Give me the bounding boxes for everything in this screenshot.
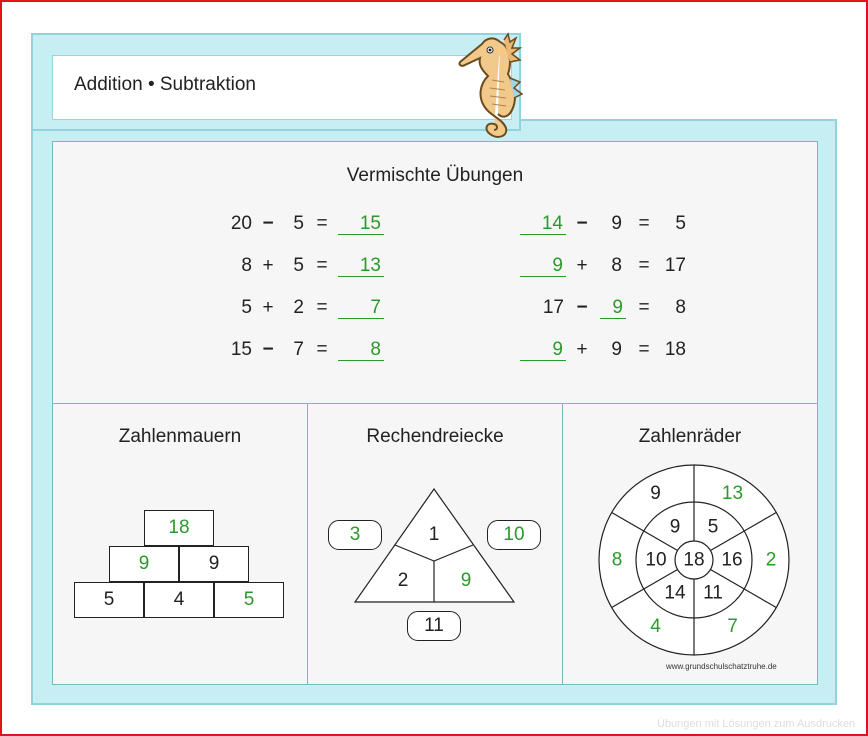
right-result: 5: [675, 213, 686, 234]
left-answer: 13: [338, 255, 384, 277]
left-operand-b: 5: [293, 213, 304, 234]
right-answer: 14: [520, 213, 566, 235]
right-equals: =: [638, 297, 650, 318]
right-result: 18: [664, 339, 686, 360]
wall-heading: Zahlenmauern: [118, 426, 242, 447]
left-operand-a: 5: [241, 297, 252, 318]
left-operand-b: 7: [293, 339, 304, 360]
left-operand-b: 2: [293, 297, 304, 318]
left-answer: 8: [338, 339, 384, 361]
wheel-inner-number: 11: [703, 582, 723, 604]
wheel-center-number: 18: [683, 549, 705, 571]
right-operator: +: [576, 255, 588, 276]
left-operator: +: [262, 297, 274, 318]
wheel-outer-number: 9: [650, 482, 661, 504]
wheel-inner-number: 14: [664, 582, 686, 604]
left-operand-a: 15: [230, 339, 252, 360]
triangle-inner-right: 9: [460, 570, 472, 591]
right-operator: −: [576, 297, 588, 318]
right-result: 8: [675, 297, 686, 318]
wall-brick-bottom-center: 4: [144, 582, 214, 618]
triangle-outer-right: 10: [487, 520, 541, 550]
wall-brick-top: 18: [144, 510, 214, 546]
left-operand-a: 20: [230, 213, 252, 234]
wheel-outer-number: 8: [611, 549, 623, 571]
wheel-inner-number: 5: [707, 516, 719, 538]
page-title: Addition • Subtraktion: [74, 74, 256, 95]
right-result: 17: [664, 255, 686, 276]
left-operator: −: [262, 339, 274, 360]
right-equals: =: [638, 339, 650, 360]
triangle-outer-left: 3: [328, 520, 382, 550]
triangle-outer-bottom: 11: [407, 611, 461, 641]
triangle-inner-top: 1: [428, 524, 440, 545]
left-equals: =: [316, 339, 328, 360]
number-wheel: [597, 463, 791, 657]
wheel-heading: Zahlenräder: [638, 426, 742, 447]
wheel-inner-number: 10: [645, 549, 667, 571]
wheel-outer-number: 13: [721, 482, 744, 504]
left-equals: =: [316, 297, 328, 318]
right-answer: 9: [520, 255, 566, 277]
left-operator: +: [262, 255, 274, 276]
right-operand-b: 9: [611, 213, 622, 234]
triangle-heading: Rechendreiecke: [366, 426, 504, 447]
wall-brick-middle-left: 9: [109, 546, 179, 582]
right-operand-b: 9: [611, 339, 622, 360]
left-operand-b: 5: [293, 255, 304, 276]
left-equals: =: [316, 255, 328, 276]
triangle-inner-left: 2: [397, 570, 409, 591]
right-equals: =: [638, 213, 650, 234]
right-operator: −: [576, 213, 588, 234]
credit-text: www.grundschulschatztruhe.de: [666, 662, 777, 671]
wheel-inner-number: 9: [669, 516, 681, 538]
right-operand-b: 8: [611, 255, 622, 276]
wheel-outer-number: 2: [765, 549, 777, 571]
left-equals: =: [316, 213, 328, 234]
left-answer: 7: [338, 297, 384, 319]
right-operand-a: 17: [542, 297, 564, 318]
left-answer: 15: [338, 213, 384, 235]
left-operator: −: [262, 213, 274, 234]
seahorse-icon: [450, 32, 530, 140]
right-answer: 9: [520, 339, 566, 361]
right-equals: =: [638, 255, 650, 276]
wheel-outer-number: 7: [727, 616, 738, 638]
wall-brick-bottom-right: 5: [214, 582, 284, 618]
wheel-outer-number: 4: [650, 616, 661, 638]
left-operand-a: 8: [241, 255, 252, 276]
right-operator: +: [576, 339, 588, 360]
wall-brick-bottom-left: 5: [74, 582, 144, 618]
wheel-inner-number: 16: [721, 549, 743, 571]
watermark-text: Übungen mit Lösungen zum Ausdrucken: [657, 718, 856, 730]
wall-brick-middle-right: 9: [179, 546, 249, 582]
right-answer: 9: [600, 297, 626, 319]
exercises-heading: Vermischte Übungen: [346, 165, 524, 186]
